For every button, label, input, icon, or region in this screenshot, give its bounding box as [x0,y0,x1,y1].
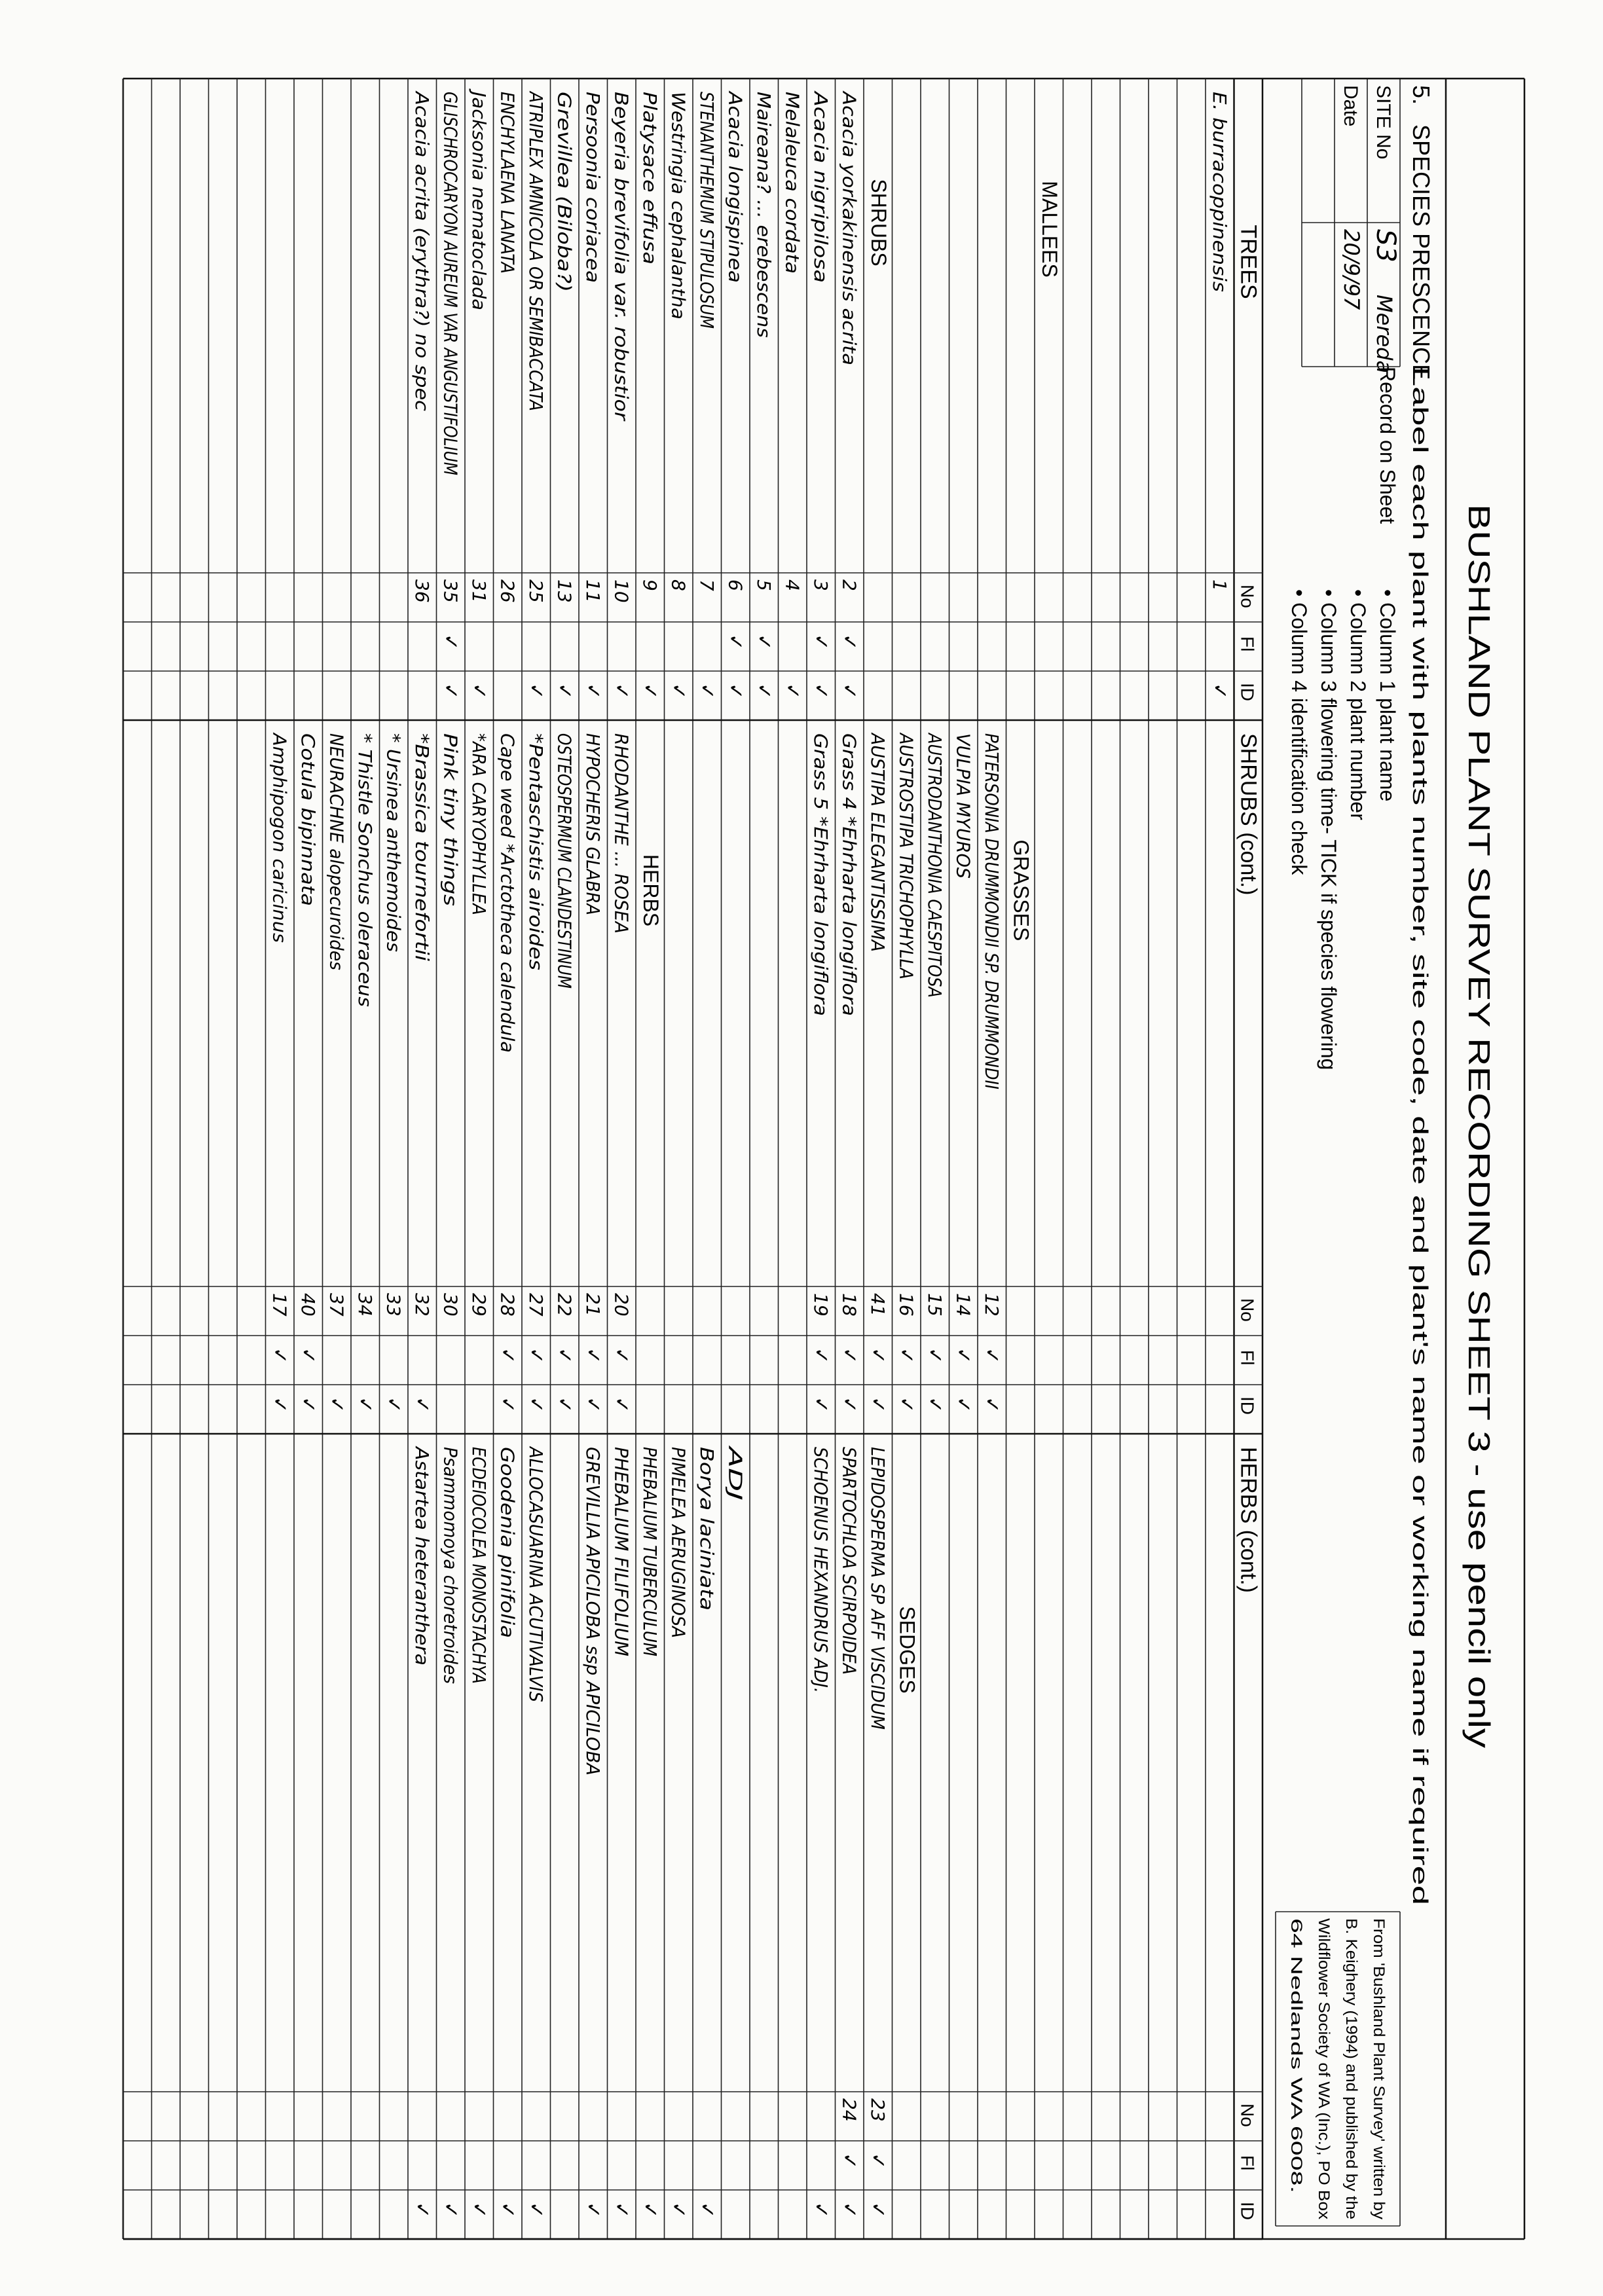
species-name: Amphipogon caricinus [268,733,291,938]
plant-number: 19 [810,1293,832,1317]
species-name: GLISCHROCARYON AUREUM VAR ANGUSTIFOLIUM [439,92,462,550]
col-header-no-1: No [1237,1298,1258,1322]
flowering-tick: ✓ [838,2153,861,2170]
plant-number: 23 [867,2098,889,2122]
plant-number: 29 [468,1293,490,1317]
section-label-shrubs: SHRUBS [867,179,891,266]
instruction-col4: • Column 4 identification check [1287,589,1311,875]
plant-number: 18 [838,1293,860,1317]
species-name: Pink tiny things [439,733,462,875]
id-tick: ✓ [581,1396,605,1413]
col-header-fl-1: Fl [1237,1350,1258,1366]
flowering-tick: ✓ [894,1347,918,1364]
id-tick: ✓ [411,2202,434,2219]
flowering-tick: ✓ [297,1347,320,1364]
species-name: ALLOCASUARINA ACUTIVALVIS [525,1447,547,1725]
id-tick: ✓ [468,2202,491,2219]
id-tick: ✓ [354,1396,377,1413]
id-tick: ✓ [866,1396,890,1413]
plant-number: 11 [582,579,604,603]
id-tick: ✓ [866,2202,890,2219]
plant-number: 28 [496,1293,519,1317]
flowering-tick: ✓ [268,1347,291,1364]
section-label-grasses: GRASSES [1009,839,1033,941]
species-name: Beyeria brevifolia var. robustior [610,92,633,381]
flowering-tick: ✓ [610,1347,633,1364]
id-tick: ✓ [525,683,548,700]
plant-number: 4 [781,579,803,591]
credit-line-2: B. Keighery (1994) and published by the [1342,1918,1360,2199]
id-tick: ✓ [894,1396,918,1413]
plant-number: 1 [1209,579,1231,591]
id-tick: ✓ [695,2202,719,2219]
instruction-col2: • Column 2 plant number [1346,589,1370,820]
section-label-mallees: MALLEES [1038,181,1062,278]
id-tick: ✓ [809,683,833,700]
date-value: 20/9/97 [1339,229,1364,310]
col-header-shrubs-cont: SHRUBS (cont.) [1236,733,1261,896]
id-tick: ✓ [638,683,662,700]
species-name: Grass 4 *Ehrharta longiflora [838,733,860,990]
plant-number: 14 [952,1293,974,1317]
id-tick: ✓ [581,2202,605,2219]
id-tick: ✓ [297,1396,320,1413]
species-name: ADJ [724,1447,746,1479]
flowering-tick: ✓ [439,634,462,651]
plant-number: 8 [667,579,690,591]
plant-number: 7 [696,579,718,591]
species-name: Cape weed *Arctotheca calendula [496,733,519,1045]
species-name: ENCHYLAENA LANATA [496,92,519,291]
col-header-herbs-cont: HERBS (cont.) [1236,1447,1261,1593]
species-name: Jacksonia nematoclada [468,92,490,304]
id-tick: ✓ [667,683,690,700]
plant-number: 12 [981,1293,1003,1317]
col-header-id-0: ID [1237,683,1258,701]
species-name: PHEBALIUM FILIFOLIUM [610,1447,633,1661]
species-name: * Thistle Sonchus oleraceus [354,733,377,987]
species-name: *Pentaschistis airoides [525,733,547,941]
species-name: Borya laciniata [696,1447,718,1584]
id-tick: ✓ [951,1396,975,1413]
id-tick: ✓ [809,1396,833,1413]
id-tick: ✓ [553,1396,576,1413]
id-tick: ✓ [525,1396,548,1413]
species-name: PIMELEA AERUGINOSA [667,1447,690,1653]
id-tick: ✓ [439,2202,462,2219]
species-name: Maireana? ... erebescens [753,92,775,321]
id-tick: ✓ [838,683,861,700]
plant-number: 22 [553,1293,576,1317]
instruction-line-2: Record on Sheet [1376,367,1399,524]
id-tick: ✓ [923,1396,947,1413]
date-label: Date [1340,85,1361,127]
credit-line-1: From 'Bushland Plant Survey' written by [1370,1918,1388,2196]
species-name: Goodenia pinifolia [496,1447,519,1613]
id-tick: ✓ [695,683,719,700]
id-tick: ✓ [838,1396,861,1413]
species-name: VULPIA MYUROS [952,733,974,884]
species-name: PATERSONIA DRUMMONDII SP. DRUMMONDII [981,733,1003,1142]
species-name: OSTEOSPERMUM CLANDESTINUM [553,733,576,1041]
plant-number: 24 [838,2098,860,2122]
plant-number: 34 [354,1293,377,1317]
plant-number: 35 [439,579,462,603]
flowering-tick: ✓ [724,634,747,651]
col-header-no-2: No [1237,2104,1258,2127]
flowering-tick: ✓ [923,1347,947,1364]
id-tick: ✓ [610,683,633,700]
species-name: Acacia acrita (erythra?) no spec [411,92,433,384]
species-name: Westringia cephalantha [667,92,690,310]
col-header-no-0: No [1237,585,1258,608]
id-tick: ✓ [382,1396,405,1413]
plant-number: 26 [496,579,519,603]
species-name: PHEBALIUM TUBERCULUM [639,1447,661,1686]
species-name: AUSTIPA ELEGANTISSIMA [867,733,889,963]
plant-number: 27 [525,1293,547,1317]
flowering-tick: ✓ [838,1347,861,1364]
id-tick: ✓ [496,1396,519,1413]
id-tick: ✓ [638,2202,662,2219]
species-name: Astartea heteranthera [411,1447,433,1651]
species-name: SPARTOCHLOA SCIRPOIDEA [838,1447,860,1701]
id-tick: ✓ [553,683,576,700]
plant-number: 21 [582,1293,604,1317]
id-tick: ✓ [268,1396,291,1413]
species-name: Acacia longispinea [724,92,746,263]
id-tick: ✓ [468,683,491,700]
id-tick: ✓ [411,1396,434,1413]
flowering-tick: ✓ [752,634,776,651]
section-label-sedges: SEDGES [895,1606,919,1694]
species-name: *ARA CARYOPHYLLEA [468,733,490,930]
col-header-trees: TREES [1236,225,1261,299]
species-name: *Brassica tournefortii [411,733,433,928]
plant-number: 13 [553,579,576,603]
credit-line-3: Wildflower Society of WA (Inc.), PO Box [1315,1918,1333,2196]
id-tick: ✓ [610,1396,633,1413]
id-tick: ✓ [439,683,462,700]
col-header-id-2: ID [1237,2202,1258,2220]
col-header-fl-2: Fl [1237,2155,1258,2171]
flowering-tick: ✓ [866,2153,890,2170]
id-tick: ✓ [525,2202,548,2219]
plant-number: 36 [411,579,433,603]
species-name: SCHOENUS HEXANDRUS ADJ. [810,1447,832,1716]
section-label-herbs: HERBS [639,854,663,927]
id-tick: ✓ [610,2202,633,2219]
instruction-line-1: Label each plant with plants number, site code, date and plant's name or working name if required [1409,367,1432,1273]
species-name: Melaleuca cordata [781,92,803,261]
col-header-fl-0: Fl [1237,636,1258,652]
credit-line-4: 64 Nedlands WA 6008. [1287,1918,1305,2079]
species-name: ECDEIOCOLEA MONOSTACHYA [468,1447,490,1726]
species-name: Acacia yorkakinensis acrita [838,92,860,342]
species-name: E. burracoppinensis [1209,92,1231,273]
id-tick: ✓ [325,1396,348,1413]
plant-number: 16 [895,1293,917,1317]
instruction-col3: • Column 3 flowering time- TICK if species flowering [1317,589,1340,1070]
sheet-title: BUSHLAND PLANT SURVEY RECORDING SHEET 3 - use pencil only [1462,504,1496,1456]
flowering-tick: ✓ [980,1347,1004,1364]
plant-number: 5 [753,579,775,591]
id-tick: ✓ [752,683,776,700]
flowering-tick: ✓ [581,1347,605,1364]
flowering-tick: ✓ [838,634,861,651]
species-name: AUSTROSTIPA TRICHOPHYLLA [895,733,917,1006]
flowering-tick: ✓ [496,1347,519,1364]
plant-number: 17 [268,1293,291,1317]
id-tick: ✓ [1208,683,1232,700]
id-tick: ✓ [980,1396,1004,1413]
plant-number: 30 [439,1293,462,1317]
flowering-tick: ✓ [809,1347,833,1364]
site-no-value: S3 [1371,229,1401,263]
species-name: AUSTRODANTHONIA CAESPITOSA [924,733,946,1042]
species-name: ATRIPLEX AMNICOLA OR SEMIBACCATA [525,92,547,448]
id-tick: ✓ [781,683,804,700]
flowering-tick: ✓ [553,1347,576,1364]
species-name: Grevillea (Biloba?) [553,92,576,261]
species-name: Platysace effusa [639,92,661,242]
site-no-label: SITE No [1373,85,1394,160]
plant-number: 20 [610,1293,633,1317]
species-name: Acacia nigripilosa [810,92,832,253]
species-name: RHODANTHE ... ROSEA [610,733,633,943]
id-tick: ✓ [838,2202,861,2219]
species-name: NEURACHNE alopecuroides [325,733,348,984]
species-name: * Ursinea anthemoides [382,733,405,943]
plant-number: 3 [810,579,832,591]
plant-number: 37 [325,1293,348,1317]
plant-number: 33 [382,1293,405,1317]
plant-number: 41 [867,1293,889,1317]
species-name: HYPOCHERIS GLABRA [582,733,604,933]
flowering-tick: ✓ [951,1347,975,1364]
flowering-tick: ✓ [809,634,833,651]
site-name: Mereda [1372,295,1397,374]
plant-number: 2 [838,579,860,591]
id-tick: ✓ [581,683,605,700]
plant-number: 6 [724,579,746,591]
plant-number: 31 [468,579,490,603]
id-tick: ✓ [724,683,747,700]
plant-number: 40 [297,1293,320,1317]
plant-number: 32 [411,1293,433,1317]
section-number: 5. [1408,85,1435,105]
col-header-id-1: ID [1237,1396,1258,1415]
flowering-tick: ✓ [525,1347,548,1364]
plant-number: 10 [610,579,633,603]
id-tick: ✓ [496,2202,519,2219]
species-name: Cotula bipinnata [297,733,320,885]
species-name: GREVILLIA APICILOBA ssp APICILOBA [582,1447,604,1783]
plant-number: 15 [924,1293,946,1317]
id-tick: ✓ [809,2202,833,2219]
id-tick: ✓ [667,2202,690,2219]
plant-number: 9 [639,579,661,591]
plant-number: 25 [525,579,547,603]
species-name: STENANTHEMUM STIPULOSUM [696,92,718,371]
instruction-col1: • Column 1 plant name [1376,589,1399,802]
section-title: SPECIES PRESCENCE [1408,124,1435,380]
flowering-tick: ✓ [866,1347,890,1364]
species-name: Psammomoya choretroides [439,1447,462,1698]
species-name: LEPIDOSPERMA SP AFF VISCIDUM [867,1447,889,1755]
species-name: Persoonia coriacea [582,92,604,265]
species-name: Grass 5 *Ehrharta longiflora [810,733,832,990]
